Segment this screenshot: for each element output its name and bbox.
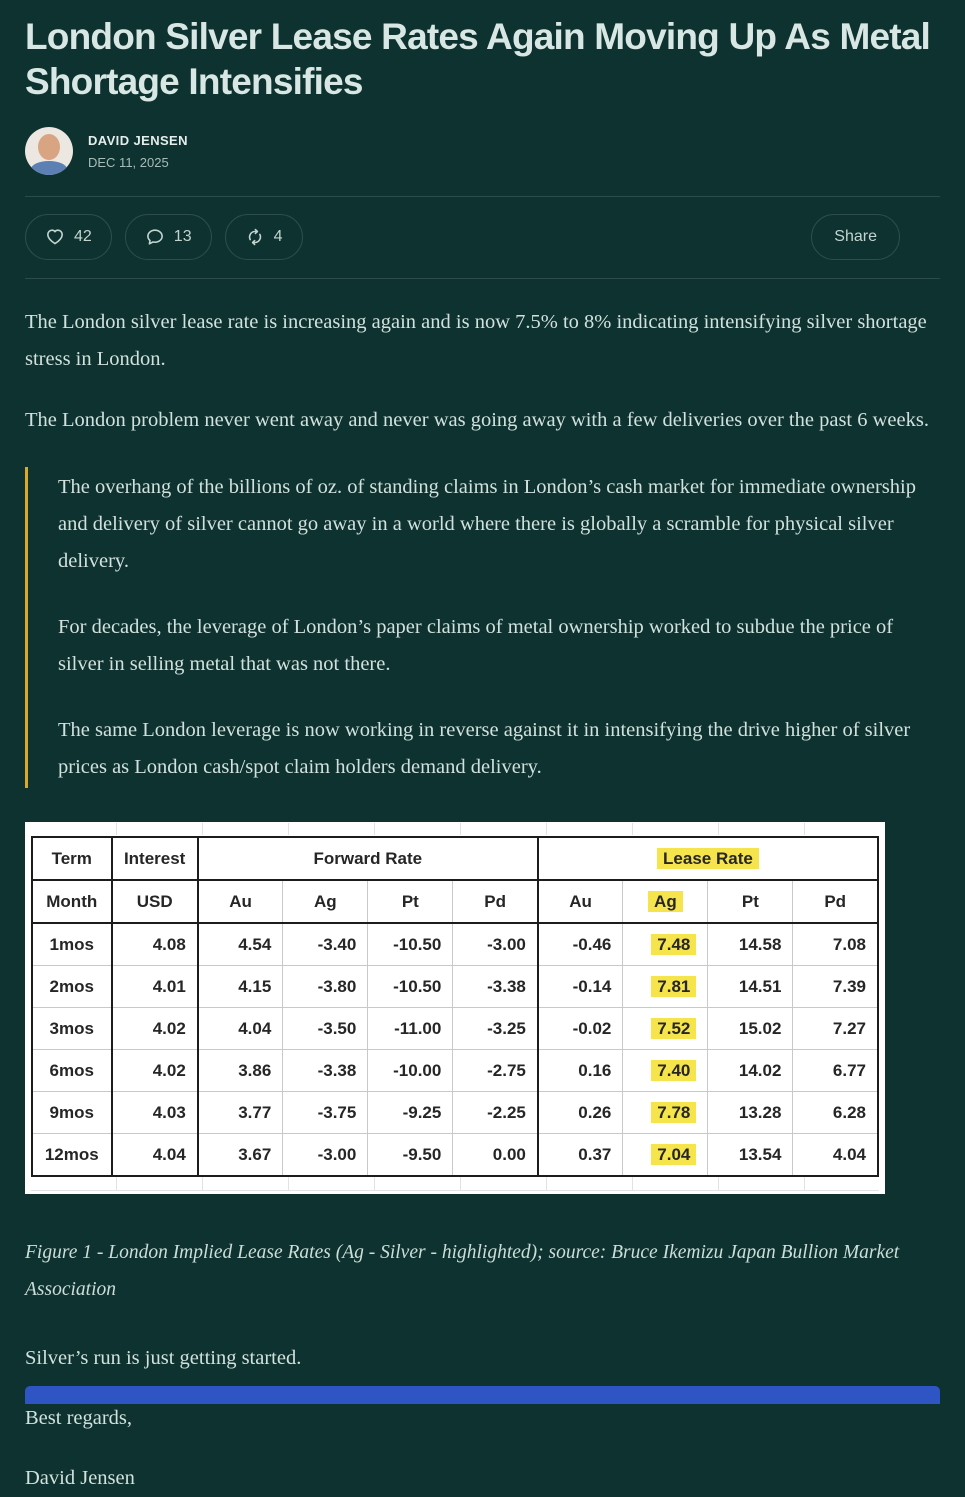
- blockquote: [25, 467, 940, 788]
- table-row: 9mos 4.03 3.77 -3.75 -9.25 -2.25 0.26 7.78 13.28 6.28: [32, 1092, 878, 1134]
- table-row: 12mos 4.04 3.67 -3.00 -9.50 0.00 0.37 7.04 13.54 4.04: [32, 1134, 878, 1177]
- share-label: Share: [834, 228, 877, 245]
- heart-outline-icon: [45, 227, 65, 247]
- paragraph: Best regards,: [25, 1407, 133, 1429]
- highlighted-cell: 7.40: [623, 1050, 708, 1092]
- paragraph: The London silver lease rate is increasing again and is now 7.5% to 8% indicating intensifying silver shortage stress in London.: [25, 311, 927, 370]
- col-header-highlighted: Lease Rate: [538, 837, 878, 880]
- author-avatar[interactable]: [25, 127, 73, 175]
- sub-header-highlighted: Ag: [623, 880, 708, 923]
- table-row: 3mos 4.02 4.04 -3.50 -11.00 -3.25 -0.02 7.52 15.02 7.27: [32, 1008, 878, 1050]
- table-row: 1mos 4.08 4.54 -3.40 -10.50 -3.00 -0.46 7.48 14.58 7.08: [32, 923, 878, 966]
- restack-button[interactable]: [225, 214, 303, 260]
- sub-header: Pt: [708, 880, 793, 923]
- byline-text: [88, 133, 188, 170]
- sub-header: Pd: [793, 880, 878, 923]
- quote-paragraph: For decades, the leverage of London’s paper claims of metal ownership worked to subdue the price of silver in selling metal that was not there.: [58, 616, 894, 675]
- lease-rates-table: [31, 836, 879, 1177]
- engagement-bar: [25, 197, 940, 278]
- highlighted-cell: 7.78: [623, 1092, 708, 1134]
- quote-paragraph: The same London leverage is now working in reverse against it in intensifying the drive higher of silver prices as London cash/spot claim holders demand delivery.: [58, 719, 911, 778]
- highlighted-cell: 7.52: [623, 1008, 708, 1050]
- avatar-head-shape: [38, 134, 60, 160]
- col-header: Term: [32, 837, 112, 880]
- table-sub-header-row: [32, 880, 878, 923]
- sub-header: USD: [112, 880, 198, 923]
- restack-count: 4: [273, 228, 283, 245]
- highlighted-cell: 7.04: [623, 1134, 708, 1177]
- article-body: [25, 304, 940, 1497]
- sub-header: Pd: [453, 880, 538, 923]
- paragraph: The London problem never went away and never was going away with a few deliveries over the past 6 weeks.: [25, 409, 929, 431]
- share-button[interactable]: [811, 214, 900, 260]
- author-name[interactable]: DAVID JENSEN: [88, 132, 188, 148]
- sub-header: Au: [198, 880, 283, 923]
- partially-visible-subscribe-banner[interactable]: [25, 1386, 940, 1404]
- comment-button[interactable]: [125, 214, 212, 260]
- highlighted-cell: 7.81: [623, 966, 708, 1008]
- figure-caption: Figure 1 - London Implied Lease Rates (Ag - Silver - highlighted); source: Bruce Ikemizu Japan Bullion Market Association: [25, 1242, 900, 1300]
- byline: [25, 126, 940, 176]
- sub-header: Au: [538, 880, 623, 923]
- sub-header: Month: [32, 880, 112, 923]
- comment-count: 13: [173, 228, 192, 245]
- paragraph: Silver’s run is just getting started.: [25, 1347, 302, 1369]
- table-row: 6mos 4.02 3.86 -3.38 -10.00 -2.75 0.16 7.40 14.02 6.77: [32, 1050, 878, 1092]
- divider-below-actions: [25, 278, 940, 279]
- post-date: DEC 11, 2025: [88, 154, 169, 170]
- like-button[interactable]: [25, 214, 112, 260]
- avatar-shirt-shape: [31, 161, 67, 175]
- circular-arrows-icon: [245, 227, 265, 247]
- speech-bubble-icon: [145, 227, 165, 247]
- quote-paragraph: The overhang of the billions of oz. of standing claims in London’s cash market for immediate ownership and delivery of silver cannot go away in a world where there is globally a scramble for physical silver delivery.: [58, 476, 916, 572]
- table-row: 2mos 4.01 4.15 -3.80 -10.50 -3.38 -0.14 7.81 14.51 7.39: [32, 966, 878, 1008]
- like-count: 42: [74, 228, 92, 245]
- figure-image-lease-rates-table[interactable]: [25, 822, 885, 1194]
- col-header: Interest: [112, 837, 198, 880]
- highlighted-cell: 7.48: [623, 923, 708, 966]
- signature: David Jensen: [25, 1467, 135, 1489]
- col-header: Forward Rate: [198, 837, 538, 880]
- post-title: London Silver Lease Rates Again Moving Up As Metal Shortage Intensifies: [25, 16, 931, 102]
- sub-header: Pt: [368, 880, 453, 923]
- table-group-header-row: [32, 837, 878, 880]
- sub-header: Ag: [283, 880, 368, 923]
